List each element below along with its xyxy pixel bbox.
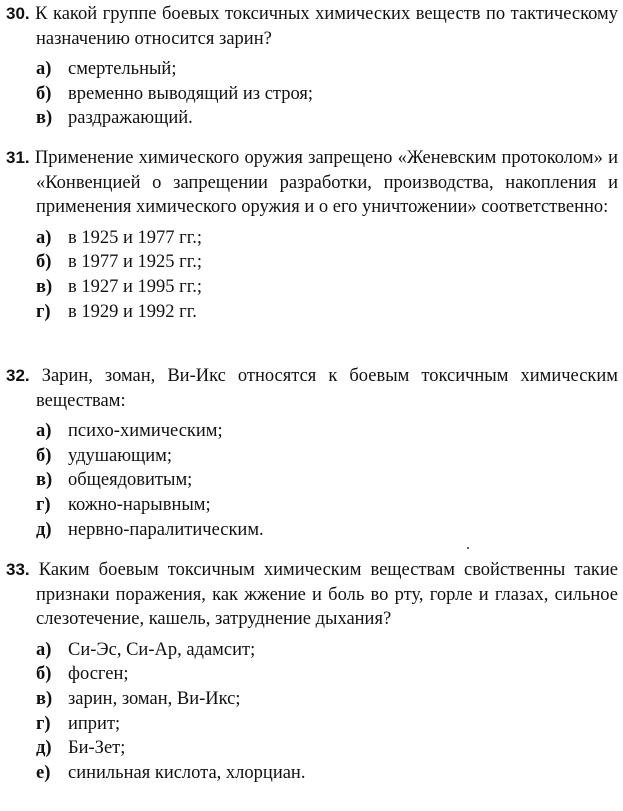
option-text: психо-химическим;	[68, 421, 223, 442]
options-list	[6, 226, 618, 324]
question-text: Каким боевым токсичным химическим веществам свойственны такие признаки поражения, как жжение и боль во рту, горле и глазах, сильное слезотечение, кашель, затруднение дыхания?	[36, 560, 619, 630]
option-letter: б)	[36, 445, 52, 466]
print-speck	[467, 547, 469, 549]
option-text: иприт;	[68, 713, 121, 734]
option-letter: в)	[36, 276, 53, 297]
options-list	[6, 638, 618, 786]
option-letter: а)	[36, 421, 52, 442]
options-list	[6, 57, 618, 131]
option-a	[6, 57, 618, 82]
option-text: в 1927 и 1995 гг.;	[68, 276, 202, 297]
option-text: раздражающий.	[68, 108, 193, 129]
option-letter: б)	[36, 83, 52, 104]
option-text: общеядовитым;	[68, 470, 193, 491]
option-text: в 1977 и 1925 гг.;	[68, 252, 202, 273]
option-letter: б)	[36, 664, 52, 685]
question-stem	[6, 364, 618, 413]
question-text: Зарин, зоман, Ви-Икс относятся к боевым токсичным химическим веществам:	[36, 366, 619, 411]
question-number: 32.	[6, 366, 30, 385]
question-text: Применение химического оружия запрещено «Женевским протоколом» и «Конвенцией о запрещении разработки, производства, накопления и применения химического оружия и о его уничтожении» соответственно:	[34, 148, 619, 218]
option-letter: а)	[36, 639, 52, 660]
question-text: К какой группе боевых токсичных химических веществ по тактическому назначению относится зарин?	[35, 4, 619, 49]
option-b	[6, 444, 618, 469]
option-letter: в)	[36, 688, 53, 709]
option-text: кожно-нарывным;	[68, 494, 211, 515]
option-text: фосген;	[68, 664, 129, 685]
option-d	[6, 493, 618, 518]
option-b	[6, 82, 618, 107]
question-stem	[6, 146, 618, 220]
option-letter: е)	[36, 762, 51, 783]
question-stem	[6, 2, 618, 51]
option-text: Би-Зет;	[68, 738, 126, 759]
option-text: удушающим;	[68, 445, 173, 466]
option-b	[6, 250, 618, 275]
option-letter: а)	[36, 227, 52, 248]
option-e	[6, 736, 618, 761]
option-c	[6, 468, 618, 493]
question-33	[6, 558, 618, 785]
question-number: 30.	[6, 4, 30, 23]
option-text: синильная кислота, хлорциан.	[68, 762, 306, 783]
option-b	[6, 662, 618, 687]
question-31	[6, 146, 618, 324]
question-stem	[6, 558, 618, 632]
option-e	[6, 518, 618, 543]
option-a	[6, 638, 618, 663]
option-text: Си-Эс, Си-Ар, адамсит;	[68, 639, 256, 660]
options-list	[6, 419, 618, 542]
option-text: нервно-паралитическим.	[68, 519, 264, 540]
option-c	[6, 275, 618, 300]
option-d	[6, 300, 618, 325]
option-text: временно выводящий из строя;	[68, 83, 314, 104]
question-number: 31.	[6, 148, 30, 167]
option-text: смертельный;	[68, 59, 177, 80]
question-32	[6, 364, 618, 542]
option-a	[6, 419, 618, 444]
option-letter: а)	[36, 59, 52, 80]
option-text: зарин, зоман, Ви-Икс;	[68, 688, 241, 709]
option-a	[6, 226, 618, 251]
option-letter: г)	[36, 301, 51, 322]
option-letter: д)	[36, 519, 52, 540]
option-letter: г)	[36, 713, 51, 734]
option-letter: д)	[36, 738, 52, 759]
question-30	[6, 2, 618, 131]
option-letter: б)	[36, 252, 52, 273]
option-letter: г)	[36, 494, 51, 515]
question-number: 33.	[6, 560, 30, 579]
option-letter: в)	[36, 108, 53, 129]
option-c	[6, 106, 618, 131]
option-text: в 1929 и 1992 гг.	[68, 301, 197, 322]
option-letter: в)	[36, 470, 53, 491]
option-c	[6, 687, 618, 712]
option-text: в 1925 и 1977 гг.;	[68, 227, 202, 248]
option-f	[6, 761, 618, 786]
option-d	[6, 712, 618, 737]
